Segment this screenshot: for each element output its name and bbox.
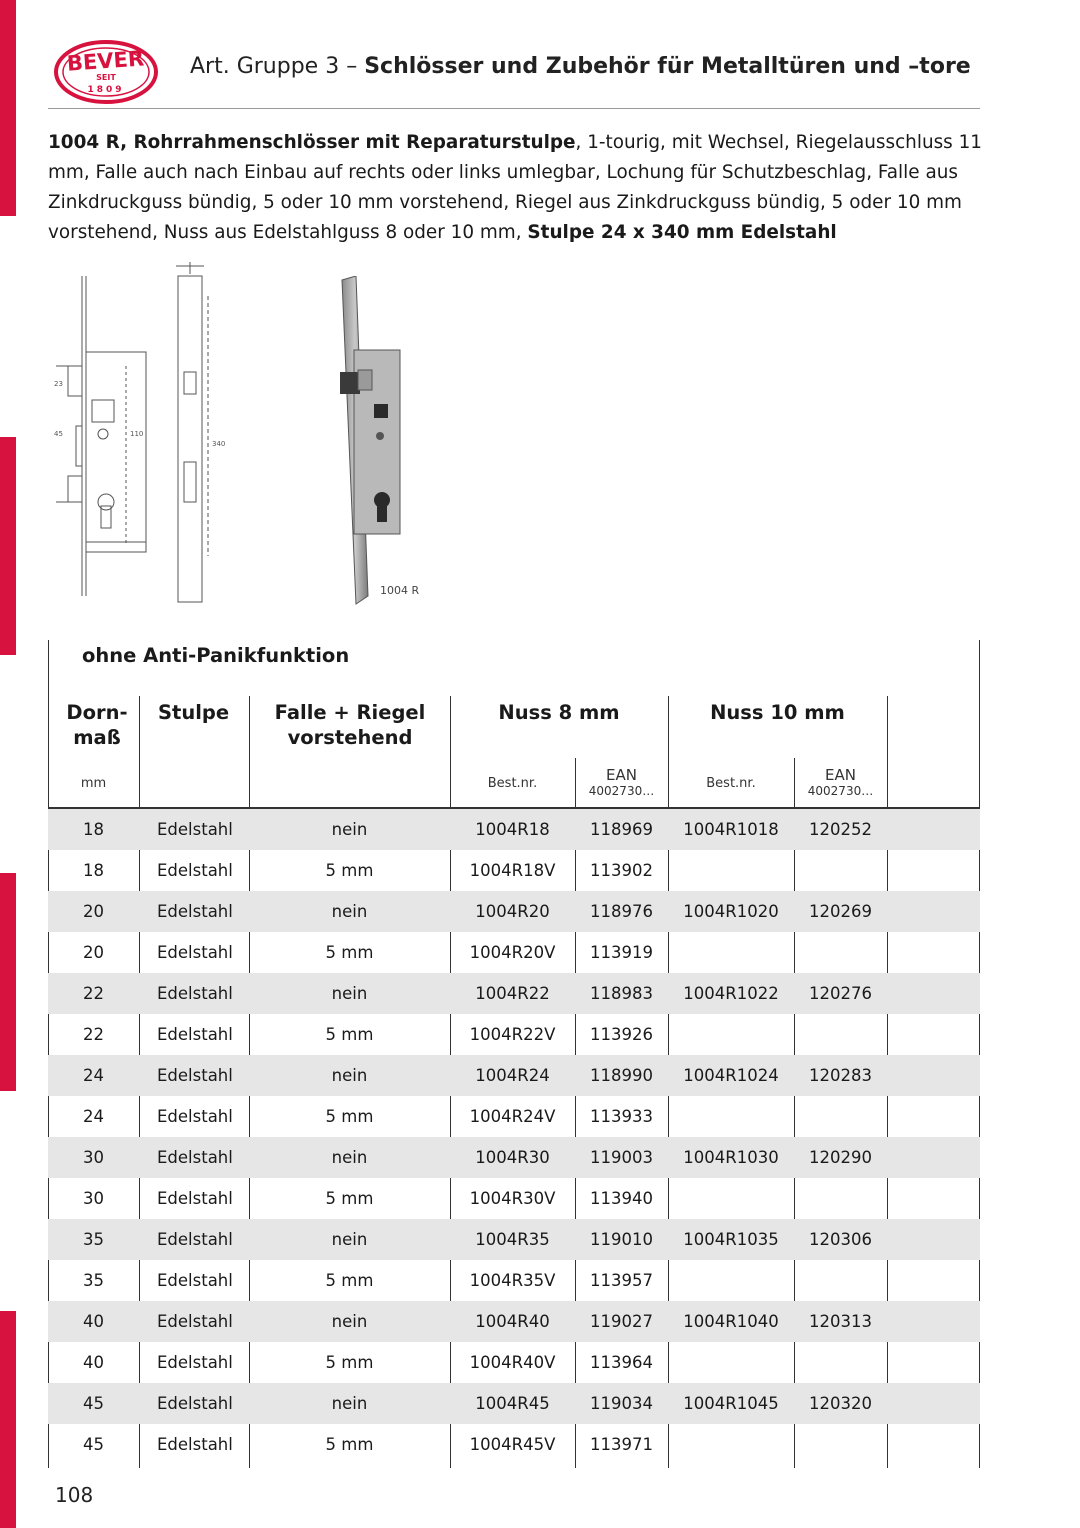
header-falle-riegel: [258, 700, 442, 750]
table-row: [48, 1219, 980, 1260]
table-row: [48, 850, 980, 891]
cell-best8: 1004R45: [475, 1394, 550, 1413]
cell-falle: 5 mm: [325, 943, 374, 962]
cell-best10: 1004R1018: [683, 820, 779, 839]
cell-ean10: [794, 1096, 887, 1137]
cell-ean8: 118983: [590, 984, 653, 1003]
cell-ean8: 119010: [590, 1230, 653, 1249]
cell-stulpe: Edelstahl: [157, 1189, 233, 1208]
group-label: Art. Gruppe 3 –: [190, 54, 365, 79]
table-row: [48, 1301, 980, 1342]
cell-best10: [668, 932, 794, 973]
cell-falle: nein: [331, 1312, 368, 1331]
cell-dorn: 45: [83, 1435, 104, 1454]
lock-photo: [320, 276, 430, 608]
logo-year-text: 1809: [87, 85, 125, 95]
cell-best10: [668, 1260, 794, 1301]
subheader-bestnr-10: Best.nr.: [706, 776, 756, 791]
cell-falle: 5 mm: [325, 861, 374, 880]
cell-stulpe: Edelstahl: [157, 861, 233, 880]
cell-falle: nein: [331, 1230, 368, 1249]
subheader-ean-10: [794, 766, 887, 798]
cell-stulpe: Edelstahl: [157, 943, 233, 962]
cell-ean10: 120252: [809, 820, 872, 839]
ean-8-prefix: 4002730…: [588, 784, 655, 798]
cell-dorn: 18: [83, 861, 104, 880]
cell-falle: 5 mm: [325, 1189, 374, 1208]
cell-dorn: 22: [83, 984, 104, 1003]
cell-dorn: 30: [83, 1148, 104, 1167]
header-dorn-line1: Dorn-: [66, 701, 128, 724]
header-falle-line1: Falle + Riegel: [274, 701, 426, 724]
cell-falle: 5 mm: [325, 1435, 374, 1454]
cell-best8: 1004R24V: [469, 1107, 556, 1126]
table-row: [48, 1055, 980, 1096]
cell-ean8: 119003: [590, 1148, 653, 1167]
product-name: 1004 R, Rohrrahmenschlösser mit Reparaturstulpe: [48, 132, 576, 153]
cell-best8: 1004R22V: [469, 1025, 556, 1044]
table-title: ohne Anti-Panikfunktion: [82, 644, 350, 667]
cell-falle: 5 mm: [325, 1107, 374, 1126]
cell-best8: 1004R35V: [469, 1271, 556, 1290]
table-row: [48, 1096, 980, 1137]
technical-drawing: [46, 256, 246, 612]
cell-best8: 1004R22: [475, 984, 550, 1003]
table-row: [48, 1178, 980, 1219]
svg-text:45: 45: [54, 430, 63, 438]
cell-dorn: 24: [83, 1107, 104, 1126]
cell-dorn: 35: [83, 1271, 104, 1290]
cell-best10: 1004R1020: [683, 902, 779, 921]
cell-ean10: [794, 1424, 887, 1465]
cell-stulpe: Edelstahl: [157, 1271, 233, 1290]
header-stulpe: Stulpe: [158, 701, 230, 724]
cell-ean10: 120283: [809, 1066, 872, 1085]
cell-dorn: 24: [83, 1066, 104, 1085]
cell-ean8: 113957: [590, 1271, 653, 1290]
cell-ean8: 113940: [590, 1189, 653, 1208]
cell-falle: nein: [331, 984, 368, 1003]
cell-best8: 1004R40V: [469, 1353, 556, 1372]
table-row: [48, 1137, 980, 1178]
cell-ean8: 113926: [590, 1025, 653, 1044]
cell-dorn: 22: [83, 1025, 104, 1044]
cell-falle: nein: [331, 1394, 368, 1413]
page-header: [48, 38, 980, 108]
cell-best10: [668, 1096, 794, 1137]
table-row: [48, 1260, 980, 1301]
cell-ean10: 120276: [809, 984, 872, 1003]
table-row: [48, 1383, 980, 1424]
cell-stulpe: Edelstahl: [157, 1435, 233, 1454]
cell-ean8: 113933: [590, 1107, 653, 1126]
header-nuss-10: Nuss 10 mm: [710, 701, 845, 724]
cell-stulpe: Edelstahl: [157, 1066, 233, 1085]
cell-ean10: 120313: [809, 1312, 872, 1331]
header-rule: [48, 807, 980, 809]
cell-stulpe: Edelstahl: [157, 1025, 233, 1044]
cell-falle: nein: [331, 1148, 368, 1167]
header-dorn-line2: maß: [73, 726, 121, 749]
cell-falle: nein: [331, 1066, 368, 1085]
cell-best8: 1004R18V: [469, 861, 556, 880]
cell-best10: [668, 850, 794, 891]
cell-best8: 1004R45V: [469, 1435, 556, 1454]
table-row: [48, 932, 980, 973]
table-row: [48, 891, 980, 932]
page-title: [190, 54, 971, 79]
table-row: [48, 809, 980, 850]
cell-best8: 1004R40: [475, 1312, 550, 1331]
cell-dorn: 20: [83, 902, 104, 921]
cell-dorn: 40: [83, 1312, 104, 1331]
cell-stulpe: Edelstahl: [157, 820, 233, 839]
cell-stulpe: Edelstahl: [157, 1394, 233, 1413]
cell-falle: nein: [331, 902, 368, 921]
ean-10-prefix: 4002730…: [807, 784, 874, 798]
cell-ean8: 113919: [590, 943, 653, 962]
cell-best10: [668, 1178, 794, 1219]
cell-best10: 1004R1040: [683, 1312, 779, 1331]
cell-best10: 1004R1024: [683, 1066, 779, 1085]
table-row: [48, 1014, 980, 1055]
cell-stulpe: Edelstahl: [157, 984, 233, 1003]
cell-ean8: 119027: [590, 1312, 653, 1331]
cell-ean8: 118976: [590, 902, 653, 921]
cell-best10: 1004R1030: [683, 1148, 779, 1167]
cell-best8: 1004R35: [475, 1230, 550, 1249]
cell-ean8: 113902: [590, 861, 653, 880]
product-table: [48, 640, 980, 1468]
cell-dorn: 40: [83, 1353, 104, 1372]
cell-stulpe: Edelstahl: [157, 1107, 233, 1126]
cell-best10: [668, 1342, 794, 1383]
side-tab: [0, 437, 16, 655]
product-details: , 1-tourig, mit Wechsel, Riegelausschluss 11 mm, Falle auch nach Einbau auf rechts oder links umlegbar, Lochung für Schutzbeschlag, Falle aus Zinkdruckguss bündig, 5 oder 10 mm vorstehend, Riegel aus Zinkdruckguss bündig, 5 oder 10 mm vorstehend, Nuss aus Edelstahlguss 8 oder 10 mm,: [48, 132, 983, 243]
subheader-bestnr-8: Best.nr.: [487, 776, 538, 791]
table-row: [48, 1342, 980, 1383]
cell-best8: 1004R24: [475, 1066, 550, 1085]
cell-falle: nein: [331, 820, 368, 839]
side-tab: [0, 873, 16, 1091]
cell-stulpe: Edelstahl: [157, 902, 233, 921]
cell-ean10: [794, 932, 887, 973]
cell-ean8: 113964: [590, 1353, 653, 1372]
cell-best10: 1004R1045: [683, 1394, 779, 1413]
cell-ean8: 119034: [590, 1394, 653, 1413]
cell-ean10: [794, 1260, 887, 1301]
header-falle-line2: vorstehend: [287, 726, 413, 749]
cell-dorn: 20: [83, 943, 104, 962]
cell-ean10: 120290: [809, 1148, 872, 1167]
cell-falle: 5 mm: [325, 1025, 374, 1044]
page-number: 108: [55, 1483, 94, 1507]
cell-ean10: 120320: [809, 1394, 872, 1413]
cell-best8: 1004R30: [475, 1148, 550, 1167]
cell-ean10: 120306: [809, 1230, 872, 1249]
ean-10-label: EAN: [825, 766, 856, 784]
cell-dorn: 18: [83, 820, 104, 839]
cell-best8: 1004R30V: [469, 1189, 556, 1208]
ean-8-label: EAN: [606, 766, 637, 784]
cell-best10: 1004R1035: [683, 1230, 779, 1249]
cell-stulpe: Edelstahl: [157, 1230, 233, 1249]
svg-text:23: 23: [54, 380, 63, 388]
cell-falle: 5 mm: [325, 1271, 374, 1290]
table-row: [48, 973, 980, 1014]
section-title: Schlösser und Zubehör für Metalltüren und –tore: [364, 54, 971, 79]
cell-ean10: [794, 1014, 887, 1055]
subheader-ean-8: [575, 766, 668, 798]
cell-best8: 1004R20: [475, 902, 550, 921]
cell-ean10: 120269: [809, 902, 872, 921]
svg-text:110: 110: [130, 430, 144, 438]
cell-best10: [668, 1014, 794, 1055]
header-nuss-8: Nuss 8 mm: [498, 701, 620, 724]
table-row: [48, 1424, 980, 1465]
subheader-mm: mm: [80, 776, 107, 791]
cell-ean8: 118969: [590, 820, 653, 839]
cell-best10: 1004R1022: [683, 984, 779, 1003]
cell-falle: 5 mm: [325, 1353, 374, 1372]
cell-dorn: 30: [83, 1189, 104, 1208]
cell-dorn: 45: [83, 1394, 104, 1413]
cell-stulpe: Edelstahl: [157, 1148, 233, 1167]
photo-caption: 1004 R: [380, 584, 420, 597]
cell-ean10: [794, 1178, 887, 1219]
header-rule: [48, 108, 980, 109]
cell-dorn: 35: [83, 1230, 104, 1249]
cell-best8: 1004R18: [475, 820, 550, 839]
logo-since-text: SEIT: [96, 73, 116, 82]
cell-stulpe: Edelstahl: [157, 1312, 233, 1331]
cell-stulpe: Edelstahl: [157, 1353, 233, 1372]
cell-ean8: 113971: [590, 1435, 653, 1454]
product-faceplate: Stulpe 24 x 340 mm Edelstahl: [527, 222, 837, 243]
cell-best8: 1004R20V: [469, 943, 556, 962]
svg-text:340: 340: [212, 440, 226, 448]
header-dornmass: [64, 700, 130, 750]
cell-ean8: 118990: [590, 1066, 653, 1085]
bever-logo: [52, 38, 160, 104]
cell-ean10: [794, 850, 887, 891]
product-description: [48, 128, 984, 248]
cell-best10: [668, 1424, 794, 1465]
logo-brand-text: BEVER: [66, 46, 145, 76]
side-tab: [0, 0, 16, 216]
cell-ean10: [794, 1342, 887, 1383]
side-tab: [0, 1311, 16, 1528]
